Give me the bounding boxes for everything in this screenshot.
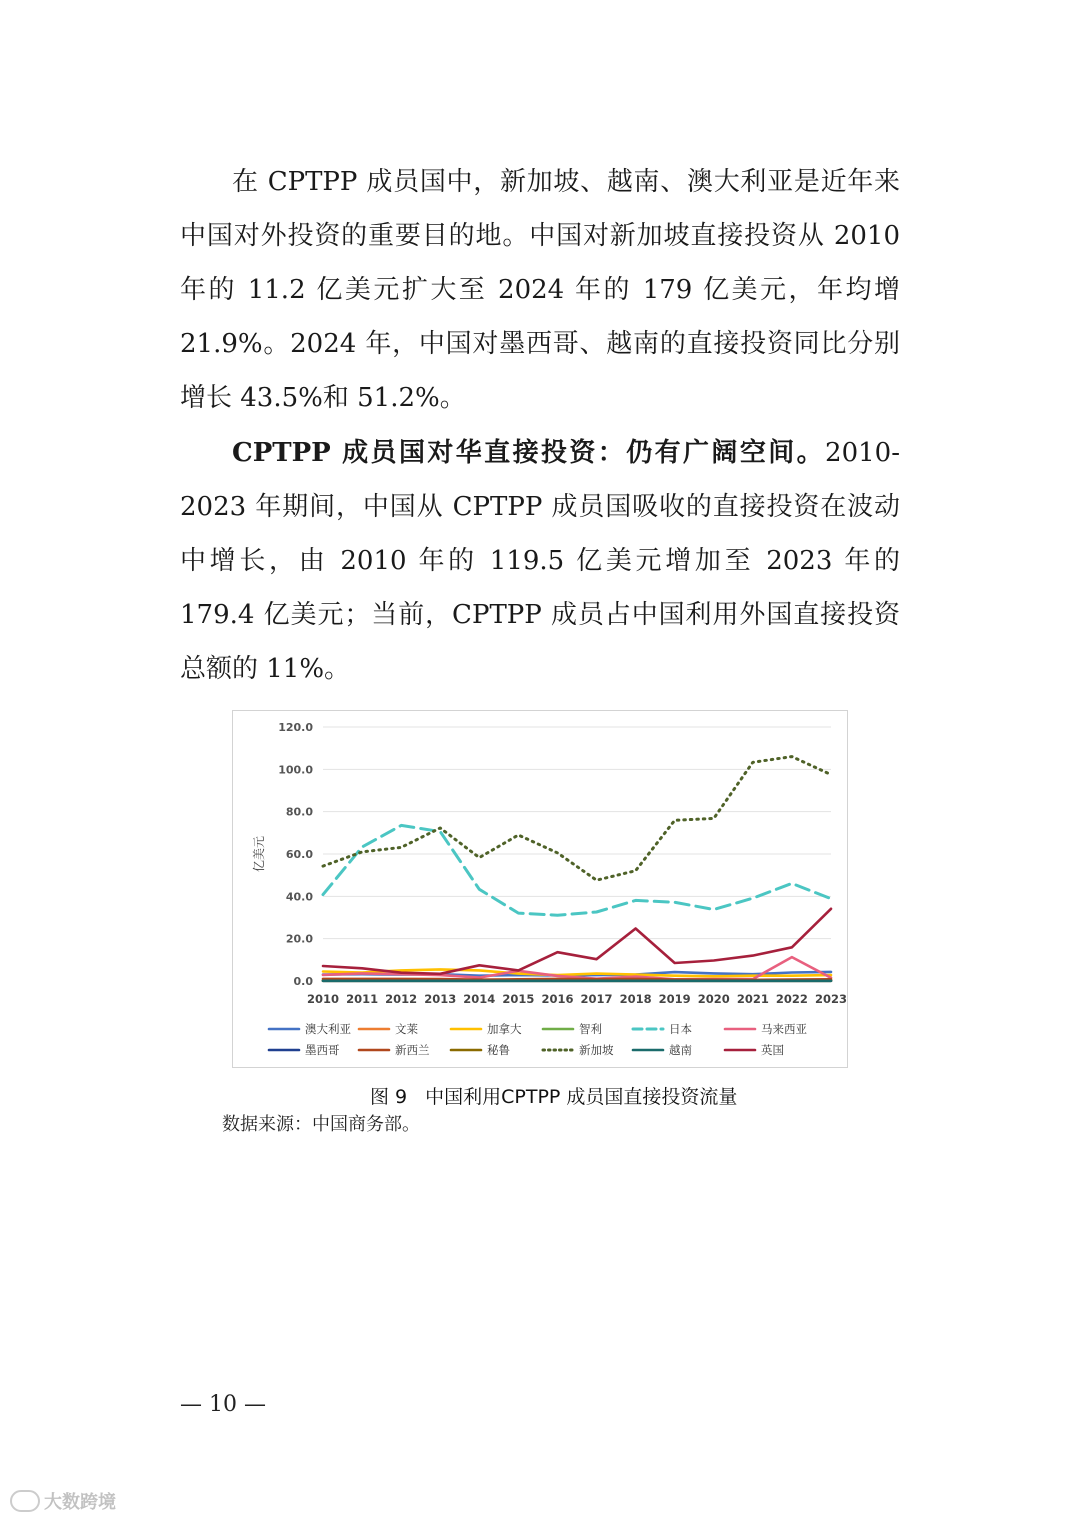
x-tick-label: 2018 [619, 992, 652, 1006]
figure-title: 中国利用CPTPP 成员国直接投资流量 [425, 1086, 738, 1108]
x-tick-label: 2020 [697, 992, 730, 1006]
figure-number: 图 9 [370, 1086, 408, 1108]
x-tick-label: 2010 [306, 992, 340, 1006]
x-tick-label: 2023 [814, 992, 848, 1006]
paragraph-investment-destinations: 在 CPTPP 成员国中，新加坡、越南、澳大利亚是近年来中国对外投资的重要目的地。中国对新加坡直接投资从 2010 年的 11.2 亿美元扩大至 2024 年的 179 亿美元，年均增 21.9%。2024 年，中国对墨西哥、越南的直接投资同比分别增长 43.5%和 51.2%。 [180, 167, 900, 413]
legend-label: 新西兰 [395, 1043, 430, 1057]
legend-label: 智利 [579, 1022, 602, 1036]
legend-label: 日本 [669, 1022, 692, 1036]
legend-label: 马来西亚 [761, 1022, 807, 1036]
x-tick-label: 2011 [346, 992, 379, 1006]
legend-label: 文莱 [395, 1022, 418, 1036]
y-tick-label: 60.0 [285, 848, 313, 861]
y-tick-label: 80.0 [285, 805, 313, 819]
legend-label: 越南 [669, 1043, 692, 1057]
legend-label: 秘鲁 [487, 1043, 510, 1057]
y-tick-label: 40.0 [285, 890, 313, 904]
x-tick-label: 2015 [502, 992, 535, 1006]
series-line [323, 825, 831, 915]
figure-caption [370, 1082, 737, 1109]
legend-label: 澳大利亚 [305, 1022, 351, 1036]
x-tick-label: 2012 [385, 992, 418, 1006]
series-line [323, 909, 831, 974]
y-tick-label: 0.0 [293, 975, 313, 988]
paragraph-inbound-investment [180, 426, 900, 696]
chart-canvas [233, 711, 849, 1069]
y-tick-label: 120.0 [278, 721, 313, 734]
x-tick-label: 2013 [424, 992, 457, 1006]
legend-label: 加拿大 [487, 1022, 522, 1036]
watermark-logo-icon [10, 1490, 40, 1512]
watermark-text: 大数跨境 [44, 1492, 116, 1513]
x-tick-label: 2017 [580, 992, 613, 1006]
legend-label: 新加坡 [579, 1043, 614, 1057]
x-tick-label: 2022 [775, 992, 808, 1006]
x-tick-label: 2019 [658, 992, 691, 1006]
y-tick-label: 100.0 [278, 763, 313, 777]
x-tick-label: 2014 [463, 992, 496, 1006]
x-tick-label: 2021 [736, 992, 769, 1006]
x-tick-label: 2016 [541, 992, 574, 1006]
y-tick-label: 20.0 [285, 932, 313, 946]
y-axis-label: 亿美元 [252, 835, 266, 873]
paragraph-body: 2010-2023 年期间，中国从 CPTPP 成员国吸收的直接投资在波动中增长，由 2010 年的 119.5 亿美元增加至 2023 年的 179.4 亿美元；当前，CPTPP 成员占中国利用外国直接投资总额的 11%。 [180, 438, 900, 684]
series-line [323, 757, 831, 881]
legend-label: 墨西哥 [305, 1043, 340, 1057]
figure-source: 数据来源：中国商务部。 [222, 1114, 420, 1135]
paragraph-lead-heading: CPTPP 成员国对华直接投资：仍有广阔空间。 [232, 438, 826, 468]
page-number: — 10 — [180, 1392, 266, 1417]
watermark [10, 1488, 116, 1514]
legend-label: 英国 [761, 1043, 784, 1057]
line-chart [232, 710, 848, 1068]
